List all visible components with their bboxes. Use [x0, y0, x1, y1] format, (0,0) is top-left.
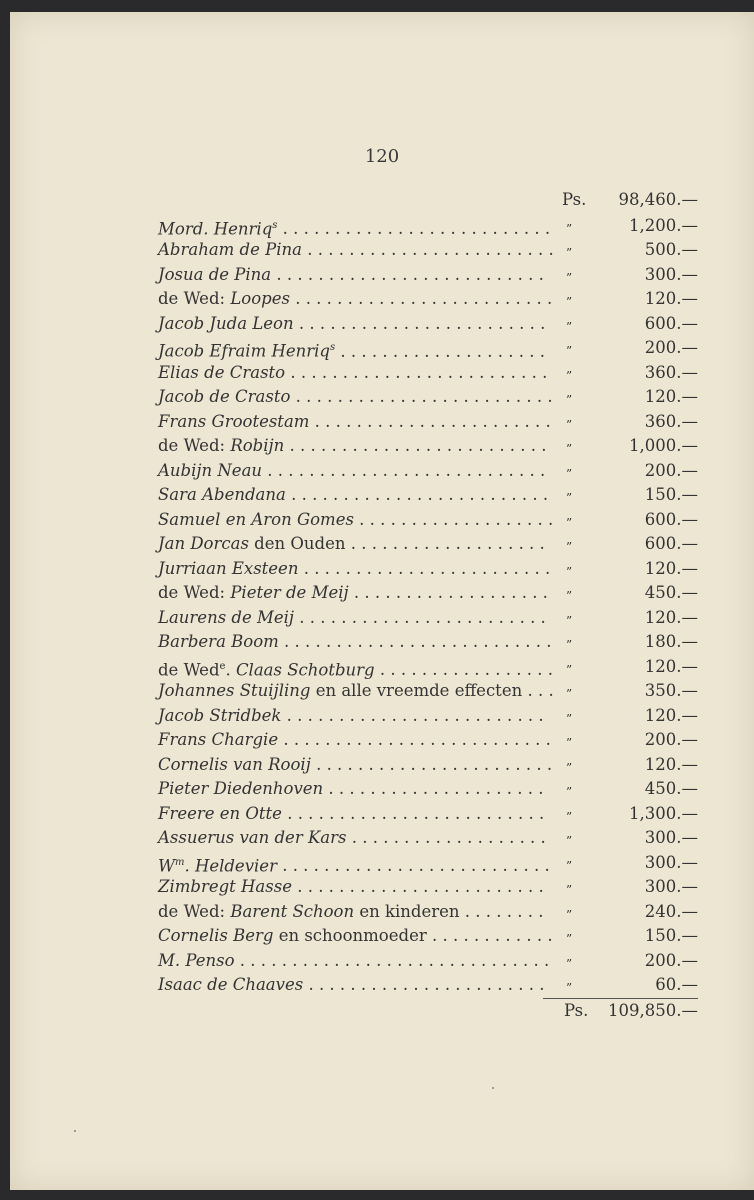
entry-name — [158, 361, 547, 386]
entry-name-part: Claas Schotburg — [235, 660, 375, 679]
entry-name — [158, 557, 550, 582]
entry-name-part: Laurens de Meij — [158, 607, 295, 627]
entry-amount: 450.— — [644, 779, 698, 798]
ditto-mark: ” — [566, 246, 573, 260]
entry-amount: 200.— — [644, 460, 698, 480]
leader-dots: . . . . . . . . . . . . . . . . . . . . . . . . . . — [276, 856, 550, 875]
ledger-row — [158, 385, 698, 410]
ledger-row — [158, 459, 698, 484]
leader-dots: . . . . . . . . . . . . . . . . . . . . . . . . . — [284, 436, 547, 455]
ledger-row — [158, 581, 698, 606]
ledger-row — [158, 532, 698, 557]
entry-amount: 60.— — [655, 973, 698, 999]
entry-name-part: Samuel en Aron Gomes — [158, 509, 354, 529]
entry-name-part: M. Penso — [158, 950, 235, 970]
entry-name — [158, 312, 545, 337]
ledger-row — [158, 851, 698, 876]
entry-name — [158, 679, 554, 704]
total-row — [158, 998, 698, 1024]
ditto-mark: ” — [566, 638, 573, 652]
ditto-mark: ” — [566, 466, 573, 481]
ledger-row — [158, 238, 698, 263]
entry-name-part: Cornelis van Rooij — [158, 754, 311, 774]
entry-name-part: Freere en Otte — [158, 803, 282, 823]
ditto-mark: ” — [566, 760, 573, 775]
leader-dots: . . . . . . . . . . . . . . . . . . . . . . . . — [301, 240, 554, 259]
carried-forward-row — [158, 188, 698, 213]
entry-name-part: en alle vreemde effecten — [310, 681, 523, 700]
ditto-mark: ” — [566, 785, 573, 799]
entry-amount: 120.— — [644, 754, 698, 774]
leader-dots: . . . . . . . . . . . . . . . . . . . — [346, 828, 546, 847]
entry-name-part: Loopes — [230, 289, 290, 308]
entry-name-part: Pieter Diedenhoven — [158, 779, 324, 798]
entry-name — [158, 777, 543, 802]
entry-name-part: de Wed — [158, 660, 220, 679]
leader-dots: . . . . . . . . . . . . . . . . . . . . . . . . . . . . . . — [234, 950, 550, 970]
entry-amount: 120.— — [644, 656, 698, 676]
entry-name — [158, 483, 548, 508]
entry-name — [158, 728, 551, 753]
entry-amount: 500.— — [644, 240, 698, 259]
entry-name-part: Jacob Juda Leon — [158, 313, 294, 333]
entry-name-part: Jan Dorcas — [158, 534, 249, 553]
leader-dots: . . . . . . . . . . . . . . . . . . . . — [335, 341, 545, 361]
entry-amount: 350.— — [644, 681, 698, 700]
entry-name — [158, 434, 547, 459]
entry-name-part: m — [174, 856, 185, 868]
ledger-row — [158, 410, 698, 435]
entry-amount: 150.— — [644, 926, 698, 945]
entry-name — [158, 973, 544, 998]
entry-amount: 300.— — [644, 852, 698, 872]
entry-name-part: Cornelis Berg — [158, 926, 274, 945]
paper-speck — [74, 1130, 76, 1132]
ditto-mark: ” — [566, 442, 573, 456]
entry-amount: 180.— — [644, 632, 698, 651]
entry-name — [158, 826, 546, 851]
ledger-row — [158, 949, 698, 974]
entry-amount: 240.— — [644, 901, 698, 921]
ledger-row — [158, 434, 698, 459]
leader-dots: . . . . . . . . . . . . . . . . . . . . . . . . — [293, 313, 546, 333]
leader-dots: . . . . . . . . . . . . . . . . . . . . . . . . . — [281, 803, 545, 823]
entry-name-part: Pieter de Meij — [230, 583, 349, 602]
leader-dots: . . . . . . . . . . . . . . . . . . . . . . . . — [294, 607, 546, 627]
ledger-row — [158, 900, 698, 925]
ledger-row — [158, 924, 698, 949]
entry-name-part: Jurriaan Exsteen — [158, 558, 299, 578]
entry-name — [158, 630, 552, 655]
entry-name — [158, 263, 544, 288]
entry-name-part: Isaac de Chaaves — [158, 975, 304, 994]
ditto-mark: ” — [566, 270, 573, 285]
document-page — [10, 12, 754, 1190]
entry-name-part: Aubijn Neau — [158, 460, 263, 480]
entry-name — [158, 900, 543, 925]
ditto-mark: ” — [566, 295, 573, 309]
ditto-mark: ” — [566, 687, 573, 701]
ditto-mark: ” — [566, 932, 573, 946]
leader-dots: . . . . . . . . . . . . . . . . . . . . . . . . — [291, 877, 544, 896]
entry-amount: 200.— — [644, 338, 698, 357]
entry-amount: 360.— — [644, 362, 698, 382]
ditto-mark: ” — [566, 662, 573, 677]
leader-dots: . . . . . . . . . . . . . . . . . . . — [353, 509, 554, 529]
leader-dots: . . . — [522, 681, 554, 700]
ledger-row — [158, 802, 698, 827]
entry-amount: 600.— — [644, 534, 698, 553]
entry-name — [158, 508, 553, 533]
entry-name — [158, 924, 553, 949]
entry-amount: 150.— — [644, 485, 698, 504]
ditto-mark: ” — [566, 515, 573, 530]
entry-name-part: Jacob de Crasto — [158, 387, 291, 406]
leader-dots: . . . . . . . . . . . . . . . . . . . . . . . . . . . — [262, 460, 546, 480]
entry-name — [158, 287, 552, 312]
entry-amount: 1,200.— — [629, 215, 698, 235]
ditto-mark: ” — [566, 883, 573, 897]
ledger-row — [158, 753, 698, 778]
entry-name-part: Robijn — [230, 436, 285, 455]
entry-name-part: s — [272, 219, 278, 231]
entry-name-part: Jacob Efraim Henriq — [158, 341, 330, 361]
entry-name-part: Mord. Henriq — [158, 219, 273, 238]
entry-amount: 600.— — [644, 509, 698, 529]
ledger-row — [158, 483, 698, 508]
ledger-row — [158, 508, 698, 533]
leader-dots: . . . . . . . . . . . . . . . . . . . — [345, 534, 545, 553]
ditto-mark: ” — [566, 834, 573, 848]
entry-name — [158, 802, 544, 827]
entry-amount: 200.— — [644, 950, 698, 970]
entry-name-part: s — [330, 342, 336, 353]
leader-dots: . . . . . . . . . . . . . . . . . . . . . . . . . . — [277, 219, 551, 238]
leader-dots: . . . . . . . . . . . . . . . . . . . — [348, 583, 548, 602]
entry-name-part: . Heldevier — [184, 856, 277, 875]
ditto-mark: ” — [566, 417, 573, 432]
entry-name-part: Barent Schoon — [230, 901, 355, 921]
entry-name-part: . — [225, 660, 236, 679]
entry-name — [158, 238, 554, 263]
ledger-row — [158, 728, 698, 753]
ledger — [158, 188, 698, 1024]
ledger-row — [158, 655, 698, 680]
entry-name-part: den Ouden — [248, 534, 346, 553]
ditto-mark: ” — [566, 221, 573, 236]
entry-name-part: Frans Chargie — [158, 730, 279, 749]
entry-name-part: Josua de Pina — [158, 264, 272, 284]
total-amount: 109,850.— — [608, 1000, 698, 1020]
ledger-row — [158, 704, 698, 729]
ditto-mark: ” — [566, 368, 573, 383]
entry-amount: 200.— — [644, 730, 698, 749]
ledger-row — [158, 826, 698, 851]
entry-name-part: de Wed: — [158, 901, 231, 921]
ditto-mark: ” — [566, 809, 573, 824]
ledger-row — [158, 287, 698, 312]
leader-dots: . . . . . . . . — [459, 901, 544, 921]
leader-dots: . . . . . . . . . . . . . . . . . . . . . . . . . — [285, 485, 549, 504]
ditto-mark: ” — [566, 344, 573, 358]
entry-amount: 600.— — [644, 313, 698, 333]
entry-list — [158, 214, 698, 998]
entry-name — [158, 949, 549, 974]
ledger-row — [158, 557, 698, 582]
paper-speck — [492, 1087, 494, 1089]
ledger-row — [158, 312, 698, 337]
entry-name — [158, 704, 544, 729]
leader-dots: . . . . . . . . . . . . . . . . . . . . . . . — [309, 411, 551, 431]
leader-dots: . . . . . . . . . . . . . . . . . . . . . — [323, 779, 544, 798]
ditto-mark: ” — [566, 540, 573, 554]
entry-name-part: Barbera Boom — [158, 632, 279, 651]
ledger-row — [158, 606, 698, 631]
entry-name-part: en kinderen — [354, 901, 460, 921]
ditto-mark: ” — [566, 491, 573, 505]
leader-dots: . . . . . . . . . . . . . . . . . . . . . . . . — [298, 558, 551, 578]
entry-amount: 300.— — [644, 264, 698, 284]
entry-name — [158, 581, 548, 606]
total-currency: Ps. — [564, 1000, 589, 1020]
ledger-row — [158, 214, 698, 239]
carried-forward-currency: Ps. — [562, 190, 587, 209]
ditto-mark: ” — [566, 981, 573, 995]
ledger-row — [158, 336, 698, 361]
leader-dots: . . . . . . . . . . . . . . . . . . . . . . . . . . — [271, 264, 544, 284]
entry-amount: 1,000.— — [629, 436, 698, 455]
leader-dots: . . . . . . . . . . . . . . . . . . . . . . . — [310, 754, 553, 774]
carried-forward-amount: 98,460.— — [618, 190, 698, 209]
leader-dots: . . . . . . . . . . . . . . . . . . . . . . . . . . — [278, 632, 552, 651]
entry-name-part: Johannes Stuijling — [158, 681, 311, 700]
ditto-mark: ” — [566, 613, 573, 628]
entry-name-part: Abraham de Pina — [158, 240, 302, 259]
entry-name-part: Zimbregt Hasse — [158, 877, 292, 896]
ditto-mark: ” — [566, 319, 573, 334]
entry-name-part: de Wed: — [158, 583, 231, 602]
entry-amount: 1,300.— — [629, 803, 698, 823]
entry-name-part: W — [158, 856, 175, 875]
entry-name-part: Frans Grootestam — [158, 411, 310, 431]
ledger-row — [158, 777, 698, 802]
entry-amount: 360.— — [644, 411, 698, 431]
ledger-row — [158, 973, 698, 998]
entry-amount: 300.— — [644, 877, 698, 896]
ledger-row — [158, 875, 698, 900]
entry-name-part: Jacob Stridbek — [158, 705, 282, 725]
entry-name-part: Sara Abendana — [158, 485, 286, 504]
ledger-row — [158, 630, 698, 655]
entry-name — [158, 753, 552, 778]
leader-dots: . . . . . . . . . . . . . . . . . . . . . . . . . — [290, 387, 553, 406]
entry-name — [158, 532, 545, 557]
leader-dots: . . . . . . . . . . . . . . . . . . . . . . . . . — [289, 289, 553, 308]
entry-name-part: Assuerus van der Kars — [158, 828, 347, 847]
entry-amount: 120.— — [644, 387, 698, 406]
entry-name — [158, 410, 551, 435]
ditto-mark: ” — [566, 956, 573, 971]
entry-name-part: Elias de Crasto — [158, 362, 286, 382]
ditto-mark: ” — [566, 589, 573, 603]
entry-amount: 120.— — [644, 289, 698, 308]
entry-name-part: en schoonmoeder — [273, 926, 427, 945]
entry-amount: 120.— — [644, 607, 698, 627]
entry-name — [158, 875, 544, 900]
entry-amount: 120.— — [644, 705, 698, 725]
ditto-mark: ” — [566, 564, 573, 579]
entry-amount: 120.— — [644, 558, 698, 578]
leader-dots: . . . . . . . . . . . . . . . . . — [374, 660, 553, 679]
ledger-row — [158, 361, 698, 386]
entry-name-part: de Wed: — [158, 436, 231, 455]
entry-name-part: e — [219, 660, 226, 672]
entry-amount: 450.— — [644, 583, 698, 602]
entry-name — [158, 606, 546, 631]
ditto-mark: ” — [566, 858, 573, 873]
leader-dots: . . . . . . . . . . . . . . . . . . . . . . . . . . — [278, 730, 551, 749]
entry-amount: 300.— — [644, 828, 698, 847]
ditto-mark: ” — [566, 736, 573, 750]
leader-dots: . . . . . . . . . . . . . . . . . . . . . . . . . — [281, 705, 544, 725]
entry-name-part: de Wed: — [158, 289, 231, 308]
ditto-mark: ” — [566, 393, 573, 407]
entry-name — [158, 459, 545, 484]
entry-name — [158, 385, 553, 410]
ledger-row — [158, 263, 698, 288]
leader-dots: . . . . . . . . . . . . . . . . . . . . . . . . . — [285, 362, 548, 382]
ledger-row — [158, 679, 698, 704]
ditto-mark: ” — [566, 907, 573, 922]
leader-dots: . . . . . . . . . . . . . . . . . . . . . . . — [303, 975, 545, 994]
page-number: 120 — [364, 146, 400, 167]
leader-dots: . . . . . . . . . . . . — [426, 926, 553, 945]
ditto-mark: ” — [566, 711, 573, 726]
